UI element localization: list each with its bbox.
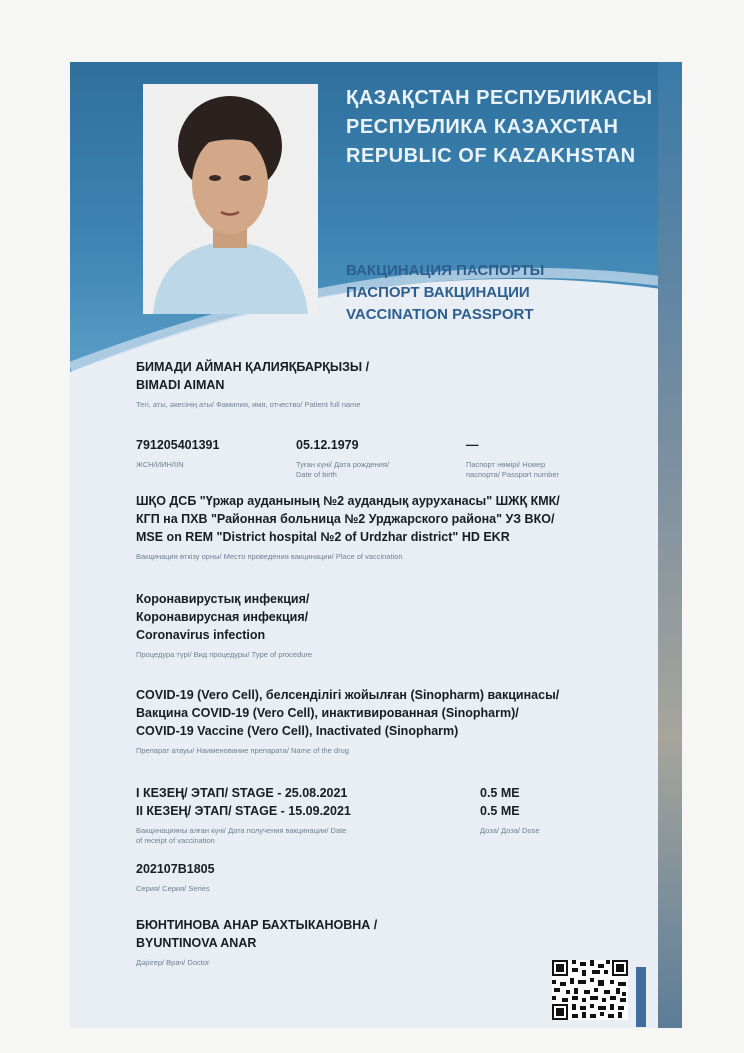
passport-number-value: — bbox=[466, 438, 479, 452]
portrait-image bbox=[143, 84, 318, 314]
dob-label-1: Туған күні/ Дата рождения/ bbox=[296, 460, 390, 469]
passport-number-label-2: паспорта/ Passport number bbox=[466, 470, 560, 479]
accent-bar bbox=[636, 967, 646, 1027]
country-name-ru: РЕСПУБЛИКА КАЗАХСТАН bbox=[346, 116, 619, 138]
place-line3: MSE on REM "District hospital №2 of Urdzhar district" HD EKR bbox=[136, 530, 510, 544]
patient-name-line1: БИМАДИ АЙМАН ҚАЛИЯҚБАРҚЫЗЫ / bbox=[136, 360, 370, 374]
series-value: 202107B1805 bbox=[136, 862, 215, 876]
country-name-kk: ҚАЗАҚСТАН РЕСПУБЛИКАСЫ bbox=[346, 87, 653, 109]
iin-value: 791205401391 bbox=[136, 438, 220, 452]
passport-title-block bbox=[346, 260, 666, 326]
stages-section bbox=[136, 784, 436, 846]
patient-name-section bbox=[136, 358, 369, 410]
drug-label: Препарат атауы/ Наименование препарата/ Name of the drug bbox=[136, 746, 349, 755]
stage1-value: I КЕЗЕҢ/ ЭТАП/ STAGE - 25.08.2021 bbox=[136, 786, 348, 800]
patient-name-line2: BIMADI AIMAN bbox=[136, 378, 225, 392]
procedure-line1: Коронавирустық инфекция/ bbox=[136, 592, 310, 606]
place-line1: ШҚО ДСБ "Үржар ауданының №2 аудандық ауруханасы" ШЖҚ КМК/ bbox=[136, 494, 560, 508]
dob-label-2: Date of birth bbox=[296, 470, 337, 479]
patient-photo bbox=[143, 84, 318, 314]
iin-label: ЖСН/ИИН/IIN bbox=[136, 460, 184, 469]
drug-line3: COVID-19 Vaccine (Vero Cell), Inactivated (Sinopharm) bbox=[136, 724, 459, 738]
passport-title-kk: ВАКЦИНАЦИЯ ПАСПОРТЫ bbox=[346, 262, 545, 279]
passport-title-ru: ПАСПОРТ ВАКЦИНАЦИИ bbox=[346, 284, 530, 301]
patient-name-label: Тегі, аты, әкесінің аты/ Фамилия, имя, отчество/ Patient full name bbox=[136, 400, 361, 409]
procedure-line2: Коронавирусная инфекция/ bbox=[136, 610, 309, 624]
doctor-name-line1: БЮНТИНОВА АНАР БАХТЫКАНОВНА / bbox=[136, 918, 378, 932]
drug-line2: Вакцина COVID-19 (Vero Cell), инактивированная (Sinopharm)/ bbox=[136, 706, 519, 720]
dob-section bbox=[296, 436, 446, 480]
passport-title-en: VACCINATION PASSPORT bbox=[346, 306, 534, 323]
place-section bbox=[136, 492, 626, 562]
drug-section bbox=[136, 686, 636, 756]
stage1-dose: 0.5 МЕ bbox=[480, 786, 520, 800]
series-label: Серия/ Серия/ Series bbox=[136, 884, 210, 893]
vaccination-passport-card bbox=[70, 62, 682, 1028]
passport-number-section bbox=[466, 436, 616, 480]
side-decoration bbox=[658, 62, 682, 1028]
doctor-name-line2: BYUNTINOVA ANAR bbox=[136, 936, 257, 950]
passport-number-label-1: Паспорт нөмірі/ Номер bbox=[466, 460, 546, 469]
dose-section bbox=[480, 784, 600, 836]
stage2-dose: 0.5 МЕ bbox=[480, 804, 520, 818]
procedure-label: Процедура түрі/ Вид процедуры/ Type of procedure bbox=[136, 650, 313, 659]
procedure-section bbox=[136, 590, 626, 660]
procedure-line3: Coronavirus infection bbox=[136, 628, 266, 642]
series-section bbox=[136, 860, 336, 894]
stage2-value: II КЕЗЕҢ/ ЭТАП/ STAGE - 15.09.2021 bbox=[136, 804, 351, 818]
drug-line1: COVID-19 (Vero Cell), белсенділігі жойылған (Sinopharm) вакцинасы/ bbox=[136, 688, 560, 702]
doctor-section bbox=[136, 916, 456, 968]
dose-label: Доза/ Доза/ Dose bbox=[480, 826, 540, 835]
doctor-label: Дәрігер/ Врач/ Doctor bbox=[136, 958, 210, 967]
country-name-block bbox=[346, 84, 666, 171]
stage-date-label-1: Вакцинацияны алған күні/ Дата получения вакцинации/ Date bbox=[136, 826, 347, 835]
country-name-en: REPUBLIC OF KAZAKHSTAN bbox=[346, 145, 636, 167]
place-label: Вакцинация өткізу орны/ Место проведения вакцинации/ Place of vaccination bbox=[136, 552, 403, 561]
dob-value: 05.12.1979 bbox=[296, 438, 359, 452]
qr-code-icon bbox=[552, 960, 628, 1020]
iin-section bbox=[136, 436, 276, 470]
stage-date-label-2: of receipt of vaccination bbox=[136, 836, 215, 845]
place-line2: КГП на ПХВ "Районная больница №2 Урджарского района" УЗ ВКО/ bbox=[136, 512, 555, 526]
